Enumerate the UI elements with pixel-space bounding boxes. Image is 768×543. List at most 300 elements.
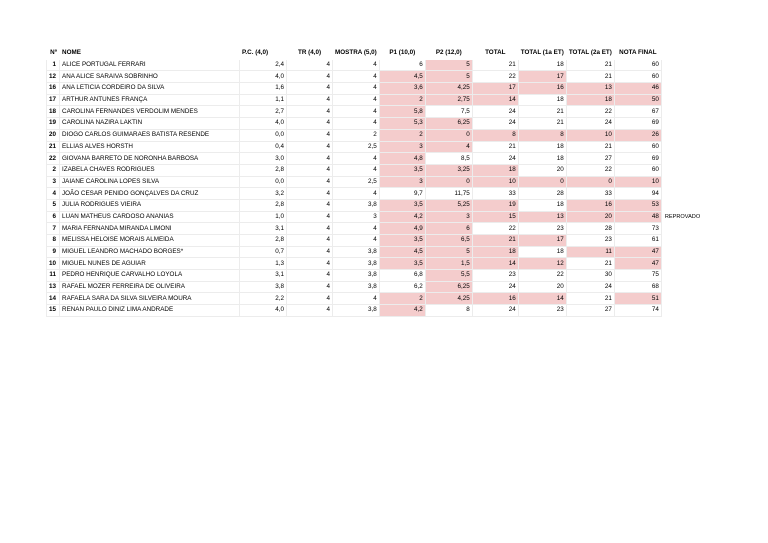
- mostra-cell: 4: [333, 188, 380, 200]
- nota-final-cell: 47: [614, 258, 661, 270]
- student-number-cell: 16: [47, 83, 60, 95]
- nota-final-cell: 51: [614, 293, 661, 305]
- table-row: [47, 211, 708, 223]
- student-name-cell: ELLIAS ALVES HORSTH: [60, 141, 240, 153]
- p1-cell: 3,5: [379, 235, 425, 247]
- status-cell: [661, 258, 707, 270]
- mostra-cell: 3,8: [333, 281, 380, 293]
- status-cell: [661, 83, 707, 95]
- total-2a-cell: 20: [566, 211, 614, 223]
- total-1a-cell: 20: [518, 164, 566, 176]
- header-mostra: MOSTRA (5,0): [333, 48, 380, 60]
- student-number-cell: 17: [47, 94, 60, 106]
- status-cell: [661, 199, 707, 211]
- tr-cell: 4: [287, 211, 333, 223]
- p1-cell: 4,2: [379, 305, 425, 317]
- status-cell: [661, 188, 707, 200]
- total-1a-cell: 21: [518, 118, 566, 130]
- table-row: [47, 129, 708, 141]
- total-1a-cell: 20: [518, 281, 566, 293]
- p2-cell: 0: [425, 176, 472, 188]
- total-1a-cell: 18: [518, 246, 566, 258]
- p2-cell: 6,25: [425, 118, 472, 130]
- nota-final-cell: 10: [614, 176, 661, 188]
- mostra-cell: 3: [333, 211, 380, 223]
- total-cell: 21: [472, 141, 518, 153]
- student-number-cell: 14: [47, 293, 60, 305]
- student-number-cell: 20: [47, 129, 60, 141]
- total-1a-cell: 14: [518, 293, 566, 305]
- total-2a-cell: 23: [566, 235, 614, 247]
- student-number-cell: 4: [47, 188, 60, 200]
- p1-cell: 2: [379, 94, 425, 106]
- student-name-cell: ANA LETICIA CORDEIRO DA SILVA: [60, 83, 240, 95]
- p1-cell: 5,8: [379, 106, 425, 118]
- student-number-cell: 5: [47, 199, 60, 211]
- total-2a-cell: 21: [566, 293, 614, 305]
- total-cell: 8: [472, 129, 518, 141]
- table-row: [47, 199, 708, 211]
- total-1a-cell: 17: [518, 235, 566, 247]
- p1-cell: 9,7: [379, 188, 425, 200]
- total-cell: 14: [472, 258, 518, 270]
- p1-cell: 3,5: [379, 164, 425, 176]
- mostra-cell: 2: [333, 129, 380, 141]
- pc-cell: 3,1: [240, 223, 287, 235]
- student-name-cell: MIGUEL NUNES DE AGUIAR: [60, 258, 240, 270]
- header-tr: TR (4,0): [287, 48, 333, 60]
- mostra-cell: 2,5: [333, 176, 380, 188]
- total-1a-cell: 18: [518, 199, 566, 211]
- pc-cell: 2,8: [240, 199, 287, 211]
- total-cell: 21: [472, 235, 518, 247]
- p2-cell: 5,5: [425, 270, 472, 282]
- status-cell: [661, 293, 707, 305]
- total-2a-cell: 16: [566, 199, 614, 211]
- table-row: [47, 164, 708, 176]
- pc-cell: 2,2: [240, 293, 287, 305]
- p1-cell: 4,2: [379, 211, 425, 223]
- total-cell: 24: [472, 118, 518, 130]
- nota-final-cell: 61: [614, 235, 661, 247]
- student-name-cell: CAROLINA FERNANDES VERDOLIM MENDES: [60, 106, 240, 118]
- mostra-cell: 4: [333, 94, 380, 106]
- header-p1: P1 (10,0): [379, 48, 425, 60]
- nota-final-cell: 69: [614, 153, 661, 165]
- p2-cell: 7,5: [425, 106, 472, 118]
- p2-cell: 6: [425, 223, 472, 235]
- table-row: [47, 71, 708, 83]
- p2-cell: 5: [425, 71, 472, 83]
- table-row: [47, 293, 708, 305]
- p1-cell: 4,8: [379, 153, 425, 165]
- nota-final-cell: 53: [614, 199, 661, 211]
- p1-cell: 5,3: [379, 118, 425, 130]
- table-row: [47, 141, 708, 153]
- p1-cell: 3: [379, 141, 425, 153]
- total-2a-cell: 22: [566, 164, 614, 176]
- student-number-cell: 8: [47, 235, 60, 247]
- tr-cell: 4: [287, 59, 333, 71]
- total-2a-cell: 30: [566, 270, 614, 282]
- mostra-cell: 3,8: [333, 305, 380, 317]
- pc-cell: 3,0: [240, 153, 287, 165]
- header-name: NOME: [60, 48, 240, 60]
- student-name-cell: DIOGO CARLOS GUIMARAES BATISTA RESENDE: [60, 129, 240, 141]
- total-1a-cell: 28: [518, 188, 566, 200]
- student-number-cell: 3: [47, 176, 60, 188]
- student-name-cell: JULIA RODRIGUES VIEIRA: [60, 199, 240, 211]
- header-p2: P2 (12,0): [425, 48, 472, 60]
- student-name-cell: RAFAEL MOZER FERREIRA DE OLIVEIRA: [60, 281, 240, 293]
- student-name-cell: ANA ALICE SARAIVA SOBRINHO: [60, 71, 240, 83]
- grade-rows: [47, 59, 708, 316]
- total-2a-cell: 21: [566, 258, 614, 270]
- p1-cell: 3,5: [379, 258, 425, 270]
- student-number-cell: 12: [47, 71, 60, 83]
- total-cell: 22: [472, 71, 518, 83]
- total-cell: 18: [472, 246, 518, 258]
- student-number-cell: 22: [47, 153, 60, 165]
- total-1a-cell: 18: [518, 59, 566, 71]
- student-name-cell: PEDRO HENRIQUE CARVALHO LOYOLA: [60, 270, 240, 282]
- total-1a-cell: 18: [518, 94, 566, 106]
- total-cell: 24: [472, 305, 518, 317]
- total-2a-cell: 33: [566, 188, 614, 200]
- student-name-cell: IZABELA CHAVES RODRIGUES: [60, 164, 240, 176]
- p2-cell: 0: [425, 129, 472, 141]
- tr-cell: 4: [287, 258, 333, 270]
- header-row: [47, 48, 708, 60]
- student-number-cell: 13: [47, 281, 60, 293]
- status-cell: [661, 270, 707, 282]
- header-total: TOTAL: [472, 48, 518, 60]
- header-number: Nº: [47, 48, 60, 60]
- status-cell: [661, 141, 707, 153]
- student-name-cell: JAIANE CAROLINA LOPES SILVA: [60, 176, 240, 188]
- status-cell: [661, 281, 707, 293]
- total-1a-cell: 16: [518, 83, 566, 95]
- student-number-cell: 11: [47, 270, 60, 282]
- p1-cell: 3,5: [379, 199, 425, 211]
- total-2a-cell: 27: [566, 153, 614, 165]
- table-row: [47, 281, 708, 293]
- total-1a-cell: 0: [518, 176, 566, 188]
- total-cell: 24: [472, 106, 518, 118]
- p1-cell: 4,5: [379, 246, 425, 258]
- tr-cell: 4: [287, 141, 333, 153]
- total-cell: 18: [472, 164, 518, 176]
- grades-sheet: [46, 47, 708, 317]
- table-row: [47, 176, 708, 188]
- nota-final-cell: 94: [614, 188, 661, 200]
- table-row: [47, 188, 708, 200]
- tr-cell: 4: [287, 270, 333, 282]
- nota-final-cell: 73: [614, 223, 661, 235]
- table-row: [47, 258, 708, 270]
- pc-cell: 4,0: [240, 71, 287, 83]
- student-number-cell: 21: [47, 141, 60, 153]
- p2-cell: 4: [425, 141, 472, 153]
- tr-cell: 4: [287, 118, 333, 130]
- total-2a-cell: 0: [566, 176, 614, 188]
- header-nota-final: NOTA FINAL: [614, 48, 661, 60]
- mostra-cell: 4: [333, 164, 380, 176]
- tr-cell: 4: [287, 106, 333, 118]
- mostra-cell: 4: [333, 71, 380, 83]
- p2-cell: 3: [425, 211, 472, 223]
- table-row: [47, 270, 708, 282]
- total-2a-cell: 21: [566, 141, 614, 153]
- total-2a-cell: 27: [566, 305, 614, 317]
- student-number-cell: 2: [47, 164, 60, 176]
- p1-cell: 3,6: [379, 83, 425, 95]
- pc-cell: 4,0: [240, 305, 287, 317]
- status-cell: [661, 129, 707, 141]
- pc-cell: 2,4: [240, 59, 287, 71]
- total-2a-cell: 18: [566, 94, 614, 106]
- total-cell: 22: [472, 223, 518, 235]
- status-cell: [661, 153, 707, 165]
- tr-cell: 4: [287, 164, 333, 176]
- header-pc: P.C. (4,0): [240, 48, 287, 60]
- p2-cell: 6,25: [425, 281, 472, 293]
- total-2a-cell: 22: [566, 106, 614, 118]
- status-cell: [661, 164, 707, 176]
- tr-cell: 4: [287, 129, 333, 141]
- nota-final-cell: 60: [614, 141, 661, 153]
- nota-final-cell: 50: [614, 94, 661, 106]
- status-cell: [661, 305, 707, 317]
- p2-cell: 5: [425, 59, 472, 71]
- student-number-cell: 9: [47, 246, 60, 258]
- mostra-cell: 4: [333, 59, 380, 71]
- status-cell: [661, 71, 707, 83]
- total-2a-cell: 21: [566, 59, 614, 71]
- status-cell: [661, 235, 707, 247]
- total-cell: 24: [472, 153, 518, 165]
- nota-final-cell: 74: [614, 305, 661, 317]
- header-total-2a: TOTAL (2a ET): [566, 48, 614, 60]
- status-cell: REPROVADO: [661, 211, 707, 223]
- p2-cell: 11,75: [425, 188, 472, 200]
- pc-cell: 2,8: [240, 164, 287, 176]
- mostra-cell: 3,8: [333, 270, 380, 282]
- total-1a-cell: 18: [518, 153, 566, 165]
- status-cell: [661, 106, 707, 118]
- table-row: [47, 106, 708, 118]
- header-status: [661, 48, 707, 60]
- p2-cell: 5: [425, 246, 472, 258]
- p1-cell: 4,9: [379, 223, 425, 235]
- student-number-cell: 1: [47, 59, 60, 71]
- mostra-cell: 4: [333, 106, 380, 118]
- mostra-cell: 4: [333, 118, 380, 130]
- mostra-cell: 2,5: [333, 141, 380, 153]
- status-cell: [661, 94, 707, 106]
- table-row: [47, 94, 708, 106]
- nota-final-cell: 47: [614, 246, 661, 258]
- student-number-cell: 6: [47, 211, 60, 223]
- total-cell: 17: [472, 83, 518, 95]
- tr-cell: 4: [287, 71, 333, 83]
- tr-cell: 4: [287, 176, 333, 188]
- p1-cell: 2: [379, 293, 425, 305]
- student-name-cell: RAFAELA SARA DA SILVA SILVEIRA MOURA: [60, 293, 240, 305]
- student-name-cell: GIOVANA BARRETO DE NORONHA BARBOSA: [60, 153, 240, 165]
- total-2a-cell: 10: [566, 129, 614, 141]
- total-cell: 19: [472, 199, 518, 211]
- mostra-cell: 4: [333, 153, 380, 165]
- mostra-cell: 3,8: [333, 199, 380, 211]
- total-2a-cell: 21: [566, 71, 614, 83]
- mostra-cell: 4: [333, 235, 380, 247]
- total-1a-cell: 23: [518, 305, 566, 317]
- p1-cell: 6: [379, 59, 425, 71]
- p2-cell: 2,75: [425, 94, 472, 106]
- total-cell: 16: [472, 293, 518, 305]
- student-name-cell: MIGUEL LEANDRO MACHADO BORGES*: [60, 246, 240, 258]
- nota-final-cell: 60: [614, 59, 661, 71]
- student-name-cell: RENAN PAULO DINIZ LIMA ANDRADE: [60, 305, 240, 317]
- mostra-cell: 4: [333, 83, 380, 95]
- table-row: [47, 153, 708, 165]
- mostra-cell: 3,8: [333, 246, 380, 258]
- total-cell: 23: [472, 270, 518, 282]
- pc-cell: 4,0: [240, 118, 287, 130]
- tr-cell: 4: [287, 188, 333, 200]
- pc-cell: 3,2: [240, 188, 287, 200]
- tr-cell: 4: [287, 305, 333, 317]
- mostra-cell: 4: [333, 223, 380, 235]
- total-cell: 21: [472, 59, 518, 71]
- table-row: [47, 223, 708, 235]
- total-1a-cell: 21: [518, 106, 566, 118]
- nota-final-cell: 60: [614, 71, 661, 83]
- total-2a-cell: 28: [566, 223, 614, 235]
- tr-cell: 4: [287, 235, 333, 247]
- table-row: [47, 118, 708, 130]
- total-cell: 33: [472, 188, 518, 200]
- status-cell: [661, 246, 707, 258]
- pc-cell: 2,7: [240, 106, 287, 118]
- header-total-1a: TOTAL (1a ET): [518, 48, 566, 60]
- status-cell: [661, 223, 707, 235]
- student-name-cell: ALICE PORTUGAL FERRARI: [60, 59, 240, 71]
- p2-cell: 4,25: [425, 83, 472, 95]
- student-name-cell: MELISSA HELOISE MORAIS ALMEIDA: [60, 235, 240, 247]
- table-row: [47, 305, 708, 317]
- student-number-cell: 19: [47, 118, 60, 130]
- tr-cell: 4: [287, 281, 333, 293]
- grades-table: [46, 47, 708, 317]
- total-cell: 14: [472, 94, 518, 106]
- total-2a-cell: 24: [566, 118, 614, 130]
- nota-final-cell: 75: [614, 270, 661, 282]
- nota-final-cell: 69: [614, 118, 661, 130]
- total-2a-cell: 13: [566, 83, 614, 95]
- total-1a-cell: 22: [518, 270, 566, 282]
- p2-cell: 8,5: [425, 153, 472, 165]
- p2-cell: 1,5: [425, 258, 472, 270]
- pc-cell: 0,7: [240, 246, 287, 258]
- student-name-cell: JOÃO CESAR PENIDO GONÇALVES DA CRUZ: [60, 188, 240, 200]
- pc-cell: 1,1: [240, 94, 287, 106]
- student-name-cell: ARTHUR ANTUNES FRANÇA: [60, 94, 240, 106]
- p2-cell: 8: [425, 305, 472, 317]
- table-row: [47, 83, 708, 95]
- status-cell: [661, 176, 707, 188]
- status-cell: [661, 59, 707, 71]
- p2-cell: 4,25: [425, 293, 472, 305]
- pc-cell: 3,8: [240, 281, 287, 293]
- total-1a-cell: 12: [518, 258, 566, 270]
- tr-cell: 4: [287, 153, 333, 165]
- table-row: [47, 235, 708, 247]
- total-1a-cell: 23: [518, 223, 566, 235]
- p1-cell: 6,2: [379, 281, 425, 293]
- nota-final-cell: 46: [614, 83, 661, 95]
- p1-cell: 3: [379, 176, 425, 188]
- p1-cell: 6,8: [379, 270, 425, 282]
- pc-cell: 2,8: [240, 235, 287, 247]
- total-1a-cell: 18: [518, 141, 566, 153]
- tr-cell: 4: [287, 94, 333, 106]
- total-1a-cell: 8: [518, 129, 566, 141]
- student-name-cell: CAROLINA NAZIRA LAKTIN: [60, 118, 240, 130]
- total-1a-cell: 17: [518, 71, 566, 83]
- student-name-cell: MARIA FERNANDA MIRANDA LIMONI: [60, 223, 240, 235]
- mostra-cell: 3,8: [333, 258, 380, 270]
- student-name-cell: LUAN MATHEUS CARDOSO ANANIAS: [60, 211, 240, 223]
- tr-cell: 4: [287, 199, 333, 211]
- tr-cell: 4: [287, 246, 333, 258]
- nota-final-cell: 67: [614, 106, 661, 118]
- total-cell: 10: [472, 176, 518, 188]
- total-cell: 15: [472, 211, 518, 223]
- p2-cell: 6,5: [425, 235, 472, 247]
- total-2a-cell: 24: [566, 281, 614, 293]
- mostra-cell: 4: [333, 293, 380, 305]
- table-row: [47, 59, 708, 71]
- student-number-cell: 18: [47, 106, 60, 118]
- total-2a-cell: 11: [566, 246, 614, 258]
- p1-cell: 4,5: [379, 71, 425, 83]
- student-number-cell: 15: [47, 305, 60, 317]
- p2-cell: 3,25: [425, 164, 472, 176]
- nota-final-cell: 48: [614, 211, 661, 223]
- total-1a-cell: 13: [518, 211, 566, 223]
- total-cell: 24: [472, 281, 518, 293]
- table-row: [47, 246, 708, 258]
- pc-cell: 0,0: [240, 176, 287, 188]
- status-cell: [661, 118, 707, 130]
- nota-final-cell: 60: [614, 164, 661, 176]
- p1-cell: 2: [379, 129, 425, 141]
- pc-cell: 3,1: [240, 270, 287, 282]
- pc-cell: 1,3: [240, 258, 287, 270]
- tr-cell: 4: [287, 293, 333, 305]
- student-number-cell: 10: [47, 258, 60, 270]
- pc-cell: 0,0: [240, 129, 287, 141]
- tr-cell: 4: [287, 223, 333, 235]
- pc-cell: 1,6: [240, 83, 287, 95]
- nota-final-cell: 68: [614, 281, 661, 293]
- student-number-cell: 7: [47, 223, 60, 235]
- pc-cell: 1,0: [240, 211, 287, 223]
- pc-cell: 0,4: [240, 141, 287, 153]
- p2-cell: 5,25: [425, 199, 472, 211]
